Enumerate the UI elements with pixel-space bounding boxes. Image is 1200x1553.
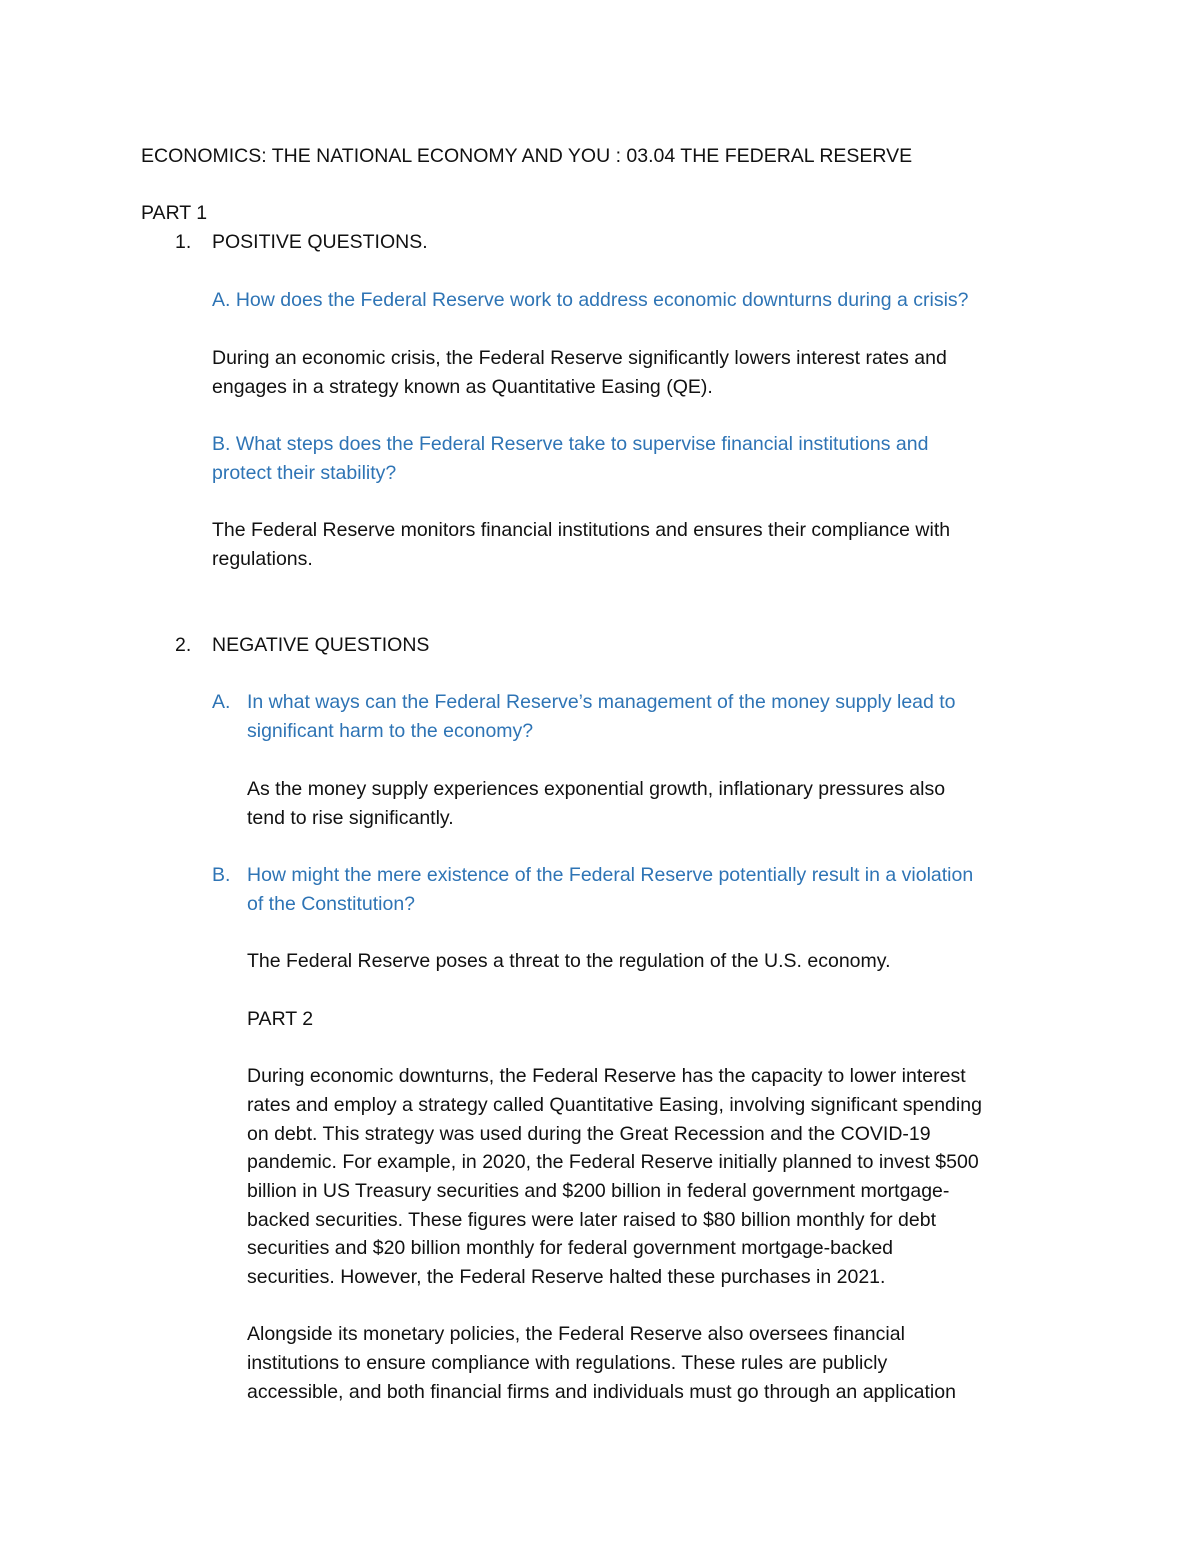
question-1a: A. How does the Federal Reserve work to address economic downturns during a crisis? — [212, 289, 969, 311]
part2-paragraph-1-line-8: securities. However, the Federal Reserve halted these purchases in 2021. — [247, 1266, 886, 1288]
answer-2b-line-1: The Federal Reserve poses a threat to the regulation of the U.S. economy. — [247, 950, 891, 972]
question-2b-line-1: How might the mere existence of the Federal Reserve potentially result in a violation — [247, 864, 974, 886]
question-1b-line-2: protect their stability? — [212, 462, 397, 484]
answer-2a-line-1: As the money supply experiences exponential growth, inflationary pressures also — [247, 778, 946, 800]
question-2b-line-2: of the Constitution? — [247, 893, 416, 915]
part2-paragraph-2-line-2: institutions to ensure compliance with regulations. These rules are publicly — [247, 1352, 888, 1374]
section-1-heading: POSITIVE QUESTIONS. — [212, 231, 428, 253]
answer-1b-line-2: regulations. — [212, 548, 313, 570]
section-2-heading: NEGATIVE QUESTIONS — [212, 634, 430, 656]
answer-1b-line-1: The Federal Reserve monitors financial institutions and ensures their compliance with — [212, 519, 951, 541]
answer-2a-line-2: tend to rise significantly. — [247, 807, 454, 829]
question-2a-letter: A. — [212, 691, 231, 713]
question-1b-line-1: B. What steps does the Federal Reserve take to supervise financial institutions and — [212, 433, 929, 455]
part2-paragraph-1-line-3: on debt. This strategy was used during the Great Recession and the COVID-19 — [247, 1123, 931, 1145]
section-2-number: 2. — [175, 634, 192, 656]
answer-1a-line-2: engages in a strategy known as Quantitative Easing (QE). — [212, 376, 713, 398]
part2-paragraph-2-line-3: accessible, and both financial firms and individuals must go through an application — [247, 1381, 956, 1403]
part1-heading: PART 1 — [141, 202, 208, 224]
part2-paragraph-1-line-7: securities and $20 billion monthly for federal government mortgage-backed — [247, 1237, 894, 1259]
question-2a-line-2: significant harm to the economy? — [247, 720, 534, 742]
part2-paragraph-1-line-1: During economic downturns, the Federal Reserve has the capacity to lower interest — [247, 1065, 966, 1087]
part2-paragraph-1-line-6: backed securities. These figures were later raised to $80 billion monthly for debt — [247, 1209, 937, 1231]
question-2b-letter: B. — [212, 864, 231, 886]
part2-paragraph-1-line-2: rates and employ a strategy called Quantitative Easing, involving significant spending — [247, 1094, 982, 1116]
question-2a-line-1: In what ways can the Federal Reserve’s management of the money supply lead to — [247, 691, 956, 713]
part2-paragraph-1-line-4: pandemic. For example, in 2020, the Federal Reserve initially planned to invest $500 — [247, 1151, 979, 1173]
part2-paragraph-1-line-5: billion in US Treasury securities and $200 billion in federal government mortgage- — [247, 1180, 950, 1202]
part2-heading: PART 2 — [247, 1008, 314, 1030]
section-1-number: 1. — [175, 231, 192, 253]
part2-paragraph-2-line-1: Alongside its monetary policies, the Federal Reserve also oversees financial — [247, 1323, 905, 1345]
document-title: ECONOMICS: THE NATIONAL ECONOMY AND YOU : 03.04 THE FEDERAL RESERVE — [141, 145, 913, 167]
answer-1a-line-1: During an economic crisis, the Federal Reserve significantly lowers interest rates and — [212, 347, 947, 369]
